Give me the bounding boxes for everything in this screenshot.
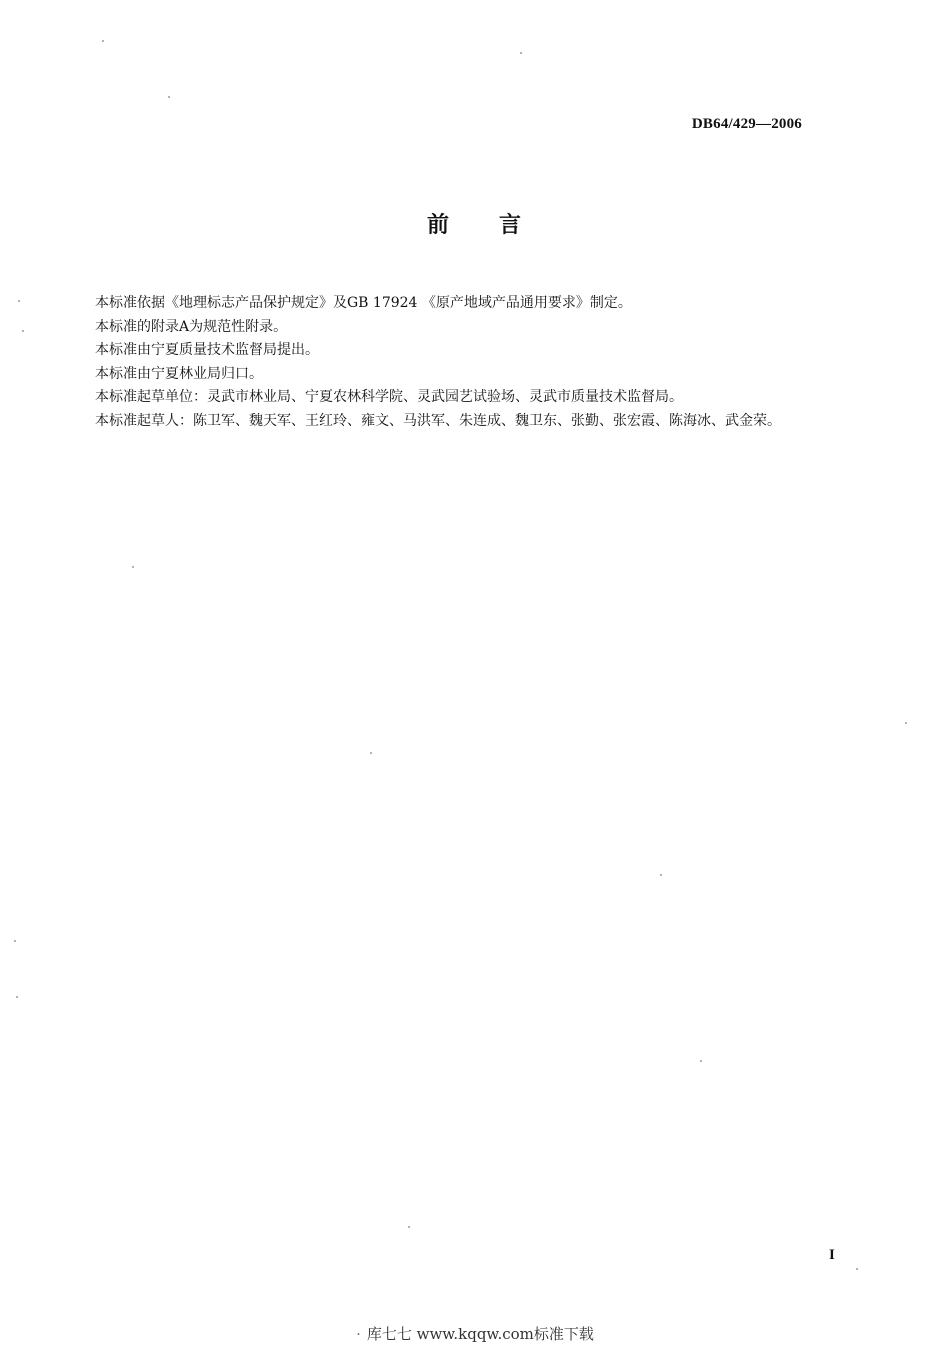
paragraph-drafters: 本标准起草人：陈卫军、魏天军、王红玲、雍文、马洪军、朱连成、魏卫东、张勤、张宏霞、陈海冰、武金荣。 xyxy=(95,412,781,429)
paragraph-basis: 本标准依据《地理标志产品保护规定》及GB 17924 《原产地域产品通用要求》制定。 xyxy=(95,295,632,311)
scan-speck xyxy=(660,874,662,876)
paragraph-proposer: 本标准由宁夏质量技术监督局提出。 xyxy=(95,342,319,358)
scan-speck xyxy=(520,52,522,54)
footer-text: 库七七 www.kqqw.com标准下载 xyxy=(366,1325,594,1343)
paragraph-drafting-units: 本标准起草单位：灵武市林业局、宁夏农林科学院、灵武园艺试验场、灵武市质量技术监督局。 xyxy=(95,389,683,405)
scan-speck xyxy=(408,1226,410,1228)
footer-watermark xyxy=(0,1323,950,1344)
scan-speck xyxy=(16,996,18,998)
foreword-body xyxy=(95,292,865,433)
scan-speck xyxy=(168,96,170,98)
paragraph-administrator: 本标准由宁夏林业局归口。 xyxy=(95,365,263,382)
scan-speck xyxy=(22,330,24,332)
scan-speck xyxy=(856,1268,858,1270)
scan-speck xyxy=(370,752,372,754)
title-char-1: 前 xyxy=(426,213,451,238)
paragraph-appendix: 本标准的附录A为规范性附录。 xyxy=(95,318,288,335)
footer-dot: · xyxy=(356,1325,361,1343)
title-char-2: 言 xyxy=(499,213,524,238)
scan-speck xyxy=(132,566,134,568)
scan-speck xyxy=(14,940,16,942)
page-title xyxy=(0,208,950,239)
scan-speck xyxy=(905,722,907,724)
scan-speck xyxy=(102,40,104,42)
standard-number: DB64/429—2006 xyxy=(691,116,802,132)
page-number: I xyxy=(829,1247,835,1263)
scan-speck xyxy=(700,1060,702,1062)
scan-speck xyxy=(18,300,20,302)
